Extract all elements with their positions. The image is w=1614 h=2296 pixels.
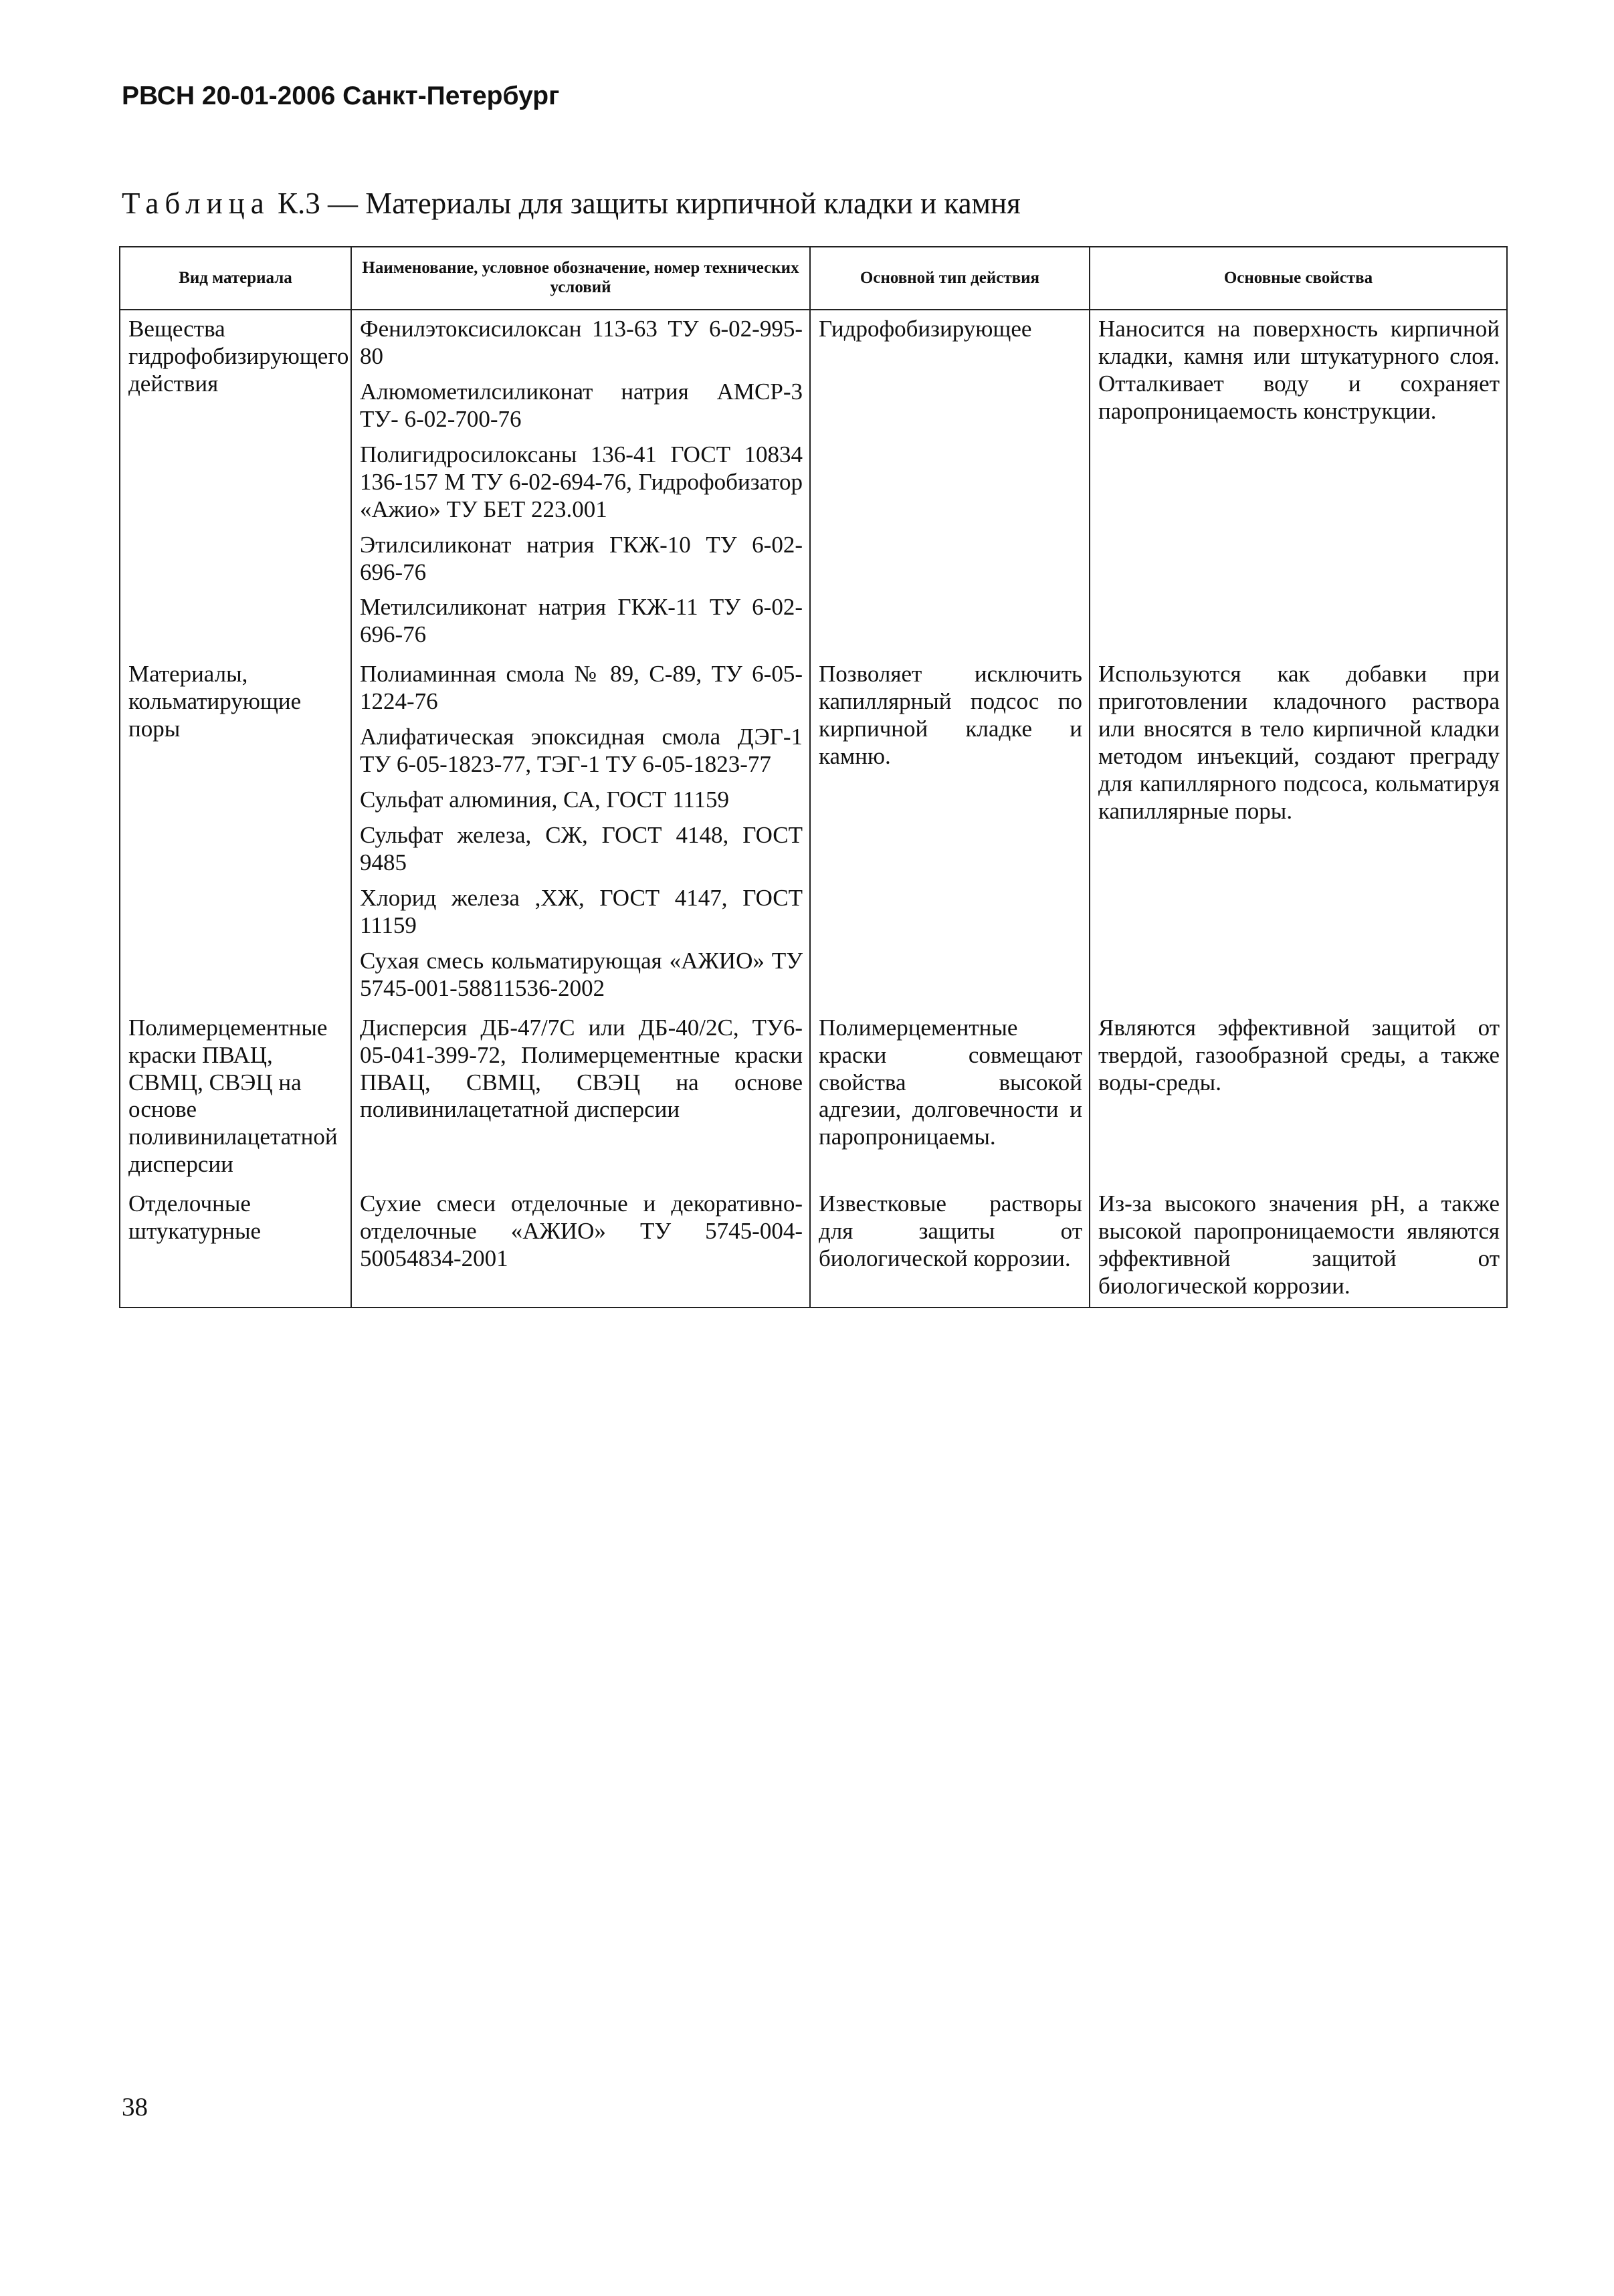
name-entry: Сульфат алюминия, СА, ГОСТ 11159 xyxy=(360,787,729,813)
name-entry: Полиаминная смола № 89, С-89, ТУ 6-05-1224-76 xyxy=(360,661,803,715)
cell-kind: Полимерцементные краски ПВАЦ, СВМЦ, СВЭЦ на основе поливинилацетатной дисперсии xyxy=(120,1009,351,1186)
cell-action: Позволяет исключить капиллярный подсос по кирпичной кладке и камню. xyxy=(810,655,1090,1009)
column-header-properties: Основные свойства xyxy=(1090,247,1507,310)
cell-kind: Вещества гидрофобизирующего действия xyxy=(120,310,351,655)
document-header: РВСН 20-01-2006 Санкт-Петербург xyxy=(122,82,560,110)
cell-kind: Материалы, кольматирующие поры xyxy=(120,655,351,1009)
name-entry: Алюмометилсиликонат натрия АМСР-3 ТУ- 6-02-700-76 xyxy=(360,378,803,432)
cell-properties: Являются эффективной защитой от твердой, газообразной среды, а также воды-среды. xyxy=(1090,1009,1507,1186)
table-row xyxy=(120,655,1507,1009)
name-entry: Сухие смеси отделочные и декоративно-отделочные «АЖИО» ТУ 5745-004-50054834-2001 xyxy=(360,1190,803,1272)
column-header-action: Основной тип действия xyxy=(810,247,1090,310)
column-header-name: Наименование, условное обозначение, номер технических условий xyxy=(351,247,810,310)
table-title-label: Таблица xyxy=(122,187,270,220)
table-title xyxy=(122,186,1021,221)
name-entry: Хлорид железа ,ХЖ, ГОСТ 4147, ГОСТ 11159 xyxy=(360,884,803,938)
page-number: 38 xyxy=(122,2093,148,2121)
cell-properties: Используются как добавки при приготовлении кладочного раствора или вносятся в тело кирпичной кладки методом инъекций, создают преграду для капиллярного подсоса, кольматируя капиллярные поры. xyxy=(1090,655,1507,1009)
name-entry: Сульфат железа, СЖ, ГОСТ 4148, ГОСТ 9485 xyxy=(360,822,803,875)
cell-names xyxy=(351,655,810,1009)
name-entry: Дисперсия ДБ-47/7С или ДБ-40/2С, ТУ6-05-041-399-72, Полимерцементные краски ПВАЦ, СВМЦ, СВЭЦ на основе поливинилацетатной дисперсии xyxy=(360,1014,803,1123)
table-header-row xyxy=(120,247,1507,310)
cell-properties: Из-за высокого значения рН, а также высокой паропроницаемости являются эффективной защитой от биологической коррозии. xyxy=(1090,1185,1507,1308)
name-entry: Алифатическая эпоксидная смола ДЭГ-1 ТУ 6-05-1823-77, ТЭГ-1 ТУ 6-05-1823-77 xyxy=(360,724,803,778)
cell-properties: Наносится на поверхность кирпичной кладки, камня или штукатурного слоя. Отталкивает воду и сохраняет паропроницаемость конструкции. xyxy=(1090,310,1507,655)
cell-action: Гидрофобизирующее xyxy=(810,310,1090,655)
name-entry: Метилсиликонат натрия ГКЖ-11 ТУ 6-02-696-76 xyxy=(360,594,803,648)
table-title-text: К.3 — Материалы для защиты кирпичной кладки и камня xyxy=(277,187,1021,220)
cell-names xyxy=(351,310,810,655)
cell-kind: Отделочные штукатурные xyxy=(120,1185,351,1308)
cell-names xyxy=(351,1185,810,1308)
name-entry: Сухая смесь кольматирующая «АЖИО» ТУ 5745-001-58811536-2002 xyxy=(360,947,803,1001)
table-row xyxy=(120,1009,1507,1186)
name-entry: Этилсиликонат натрия ГКЖ-10 ТУ 6-02-696-76 xyxy=(360,531,803,585)
table-row xyxy=(120,1185,1507,1308)
cell-action: Известковые растворы для защиты от биологической коррозии. xyxy=(810,1185,1090,1308)
table-row xyxy=(120,310,1507,655)
name-entry: Фенилэтоксисилоксан 113-63 ТУ 6-02-995-80 xyxy=(360,316,803,369)
materials-table xyxy=(119,246,1508,1308)
cell-names xyxy=(351,1009,810,1186)
column-header-kind: Вид материала xyxy=(120,247,351,310)
name-entry: Полигидросилоксаны 136-41 ГОСТ 10834 136-157 М ТУ 6-02-694-76, Гидрофобизатор «Ажио» ТУ БЕТ 223.001 xyxy=(360,441,803,522)
cell-action: Полимерцементные краски совмещают свойства высокой адгезии, долговечности и паропроницаемы. xyxy=(810,1009,1090,1186)
